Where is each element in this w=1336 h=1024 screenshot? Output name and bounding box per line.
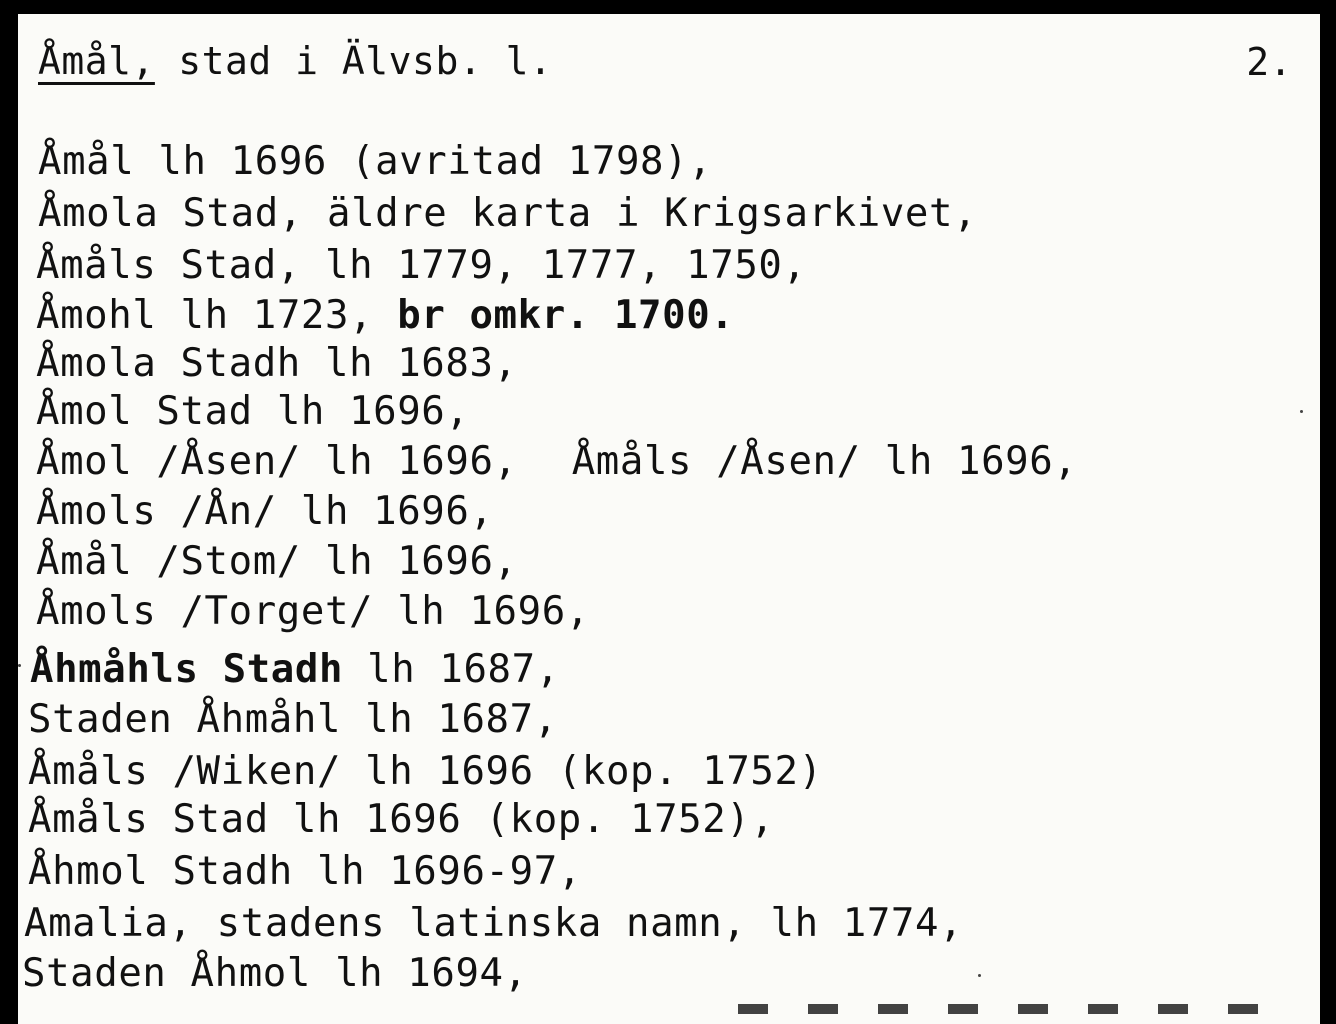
entry-14	[28, 797, 775, 842]
entry-16	[24, 901, 964, 946]
entry-name: Åmola Stad,	[38, 191, 303, 236]
page-number: 2.	[1246, 40, 1292, 84]
entry-15	[28, 849, 582, 894]
entry-name: Åhmåhls Stadh	[30, 647, 344, 692]
entry-name: Åmåls /Wiken/	[28, 749, 342, 794]
entry-name: Åmåls Stad,	[36, 243, 301, 288]
entry-source: lh 1696,	[324, 439, 518, 484]
speck	[18, 664, 21, 667]
entry-5	[36, 341, 518, 386]
entry-3	[36, 243, 807, 288]
entry-source: lh 1687,	[367, 647, 560, 692]
entry-6	[36, 389, 470, 434]
entry-name: Åmols /Torget/	[36, 589, 374, 634]
entry-8	[36, 489, 494, 534]
entry-7	[36, 439, 1078, 484]
entry-source: lh 1696 (avritad 1798),	[158, 139, 713, 184]
entry-name: Åhmol Stadh	[28, 849, 293, 894]
entry-9	[36, 539, 518, 584]
entry-source: lh 1779, 1777, 1750,	[324, 243, 807, 288]
entry-name: Staden Åhmol	[22, 951, 311, 996]
entry-2	[38, 191, 978, 236]
entry-source: lh 1696,	[397, 589, 590, 634]
entry-12	[28, 697, 558, 742]
entry-name: Åmols /Ån/	[36, 489, 277, 534]
entry-13	[28, 749, 823, 794]
entry-4	[36, 293, 735, 338]
entry-note: br omkr. 1700.	[397, 293, 735, 338]
entry-source: lh 1694,	[335, 951, 528, 996]
entry-17	[22, 951, 528, 996]
entry-source: äldre karta i Krigsarkivet,	[326, 191, 978, 236]
entry-10	[36, 589, 590, 634]
entry-11	[30, 647, 560, 692]
entry-source: lh 1696 (kop. 1752)	[365, 749, 823, 794]
scan-edge	[1320, 0, 1336, 1011]
index-card	[18, 14, 1320, 1024]
entry-source: lh 1696-97,	[316, 849, 582, 894]
entry-name: Staden Åhmåhl	[28, 697, 342, 742]
entry-name: Åmål	[38, 139, 135, 184]
entry-name: Åmål /Stom/	[36, 539, 301, 584]
entry-name: Åmohl	[36, 293, 157, 338]
speck	[1300, 410, 1303, 413]
entry-source: lh 1687,	[365, 697, 558, 742]
speck	[978, 974, 981, 977]
entry-source: lh 1696 (kop. 1752),	[292, 797, 775, 842]
entry-name: Amalia,	[24, 901, 193, 946]
heading-place: Åmål,	[38, 39, 155, 83]
entry-source: lh 1696,	[324, 539, 518, 584]
entry-source: lh 1723,	[180, 293, 374, 338]
entry-source: lh 1696,	[300, 489, 494, 534]
entry-extra: Åmåls /Åsen/ lh 1696,	[571, 439, 1078, 484]
entry-source: stadens latinska namn, lh 1774,	[216, 901, 964, 946]
entry-source: lh 1696,	[276, 389, 470, 434]
heading-description: stad i Älvsb. l.	[178, 39, 553, 83]
entry-name: Åmåls Stad	[28, 797, 269, 842]
entry-name: Åmol Stad	[36, 389, 253, 434]
entry-name: Åmol /Åsen/	[36, 439, 301, 484]
entry-source: lh 1683,	[324, 341, 518, 386]
card-heading	[38, 39, 553, 83]
entry-name: Åmola Stadh	[36, 341, 301, 386]
entry-1	[38, 139, 713, 184]
cut-off-text-line	[738, 1004, 1258, 1014]
